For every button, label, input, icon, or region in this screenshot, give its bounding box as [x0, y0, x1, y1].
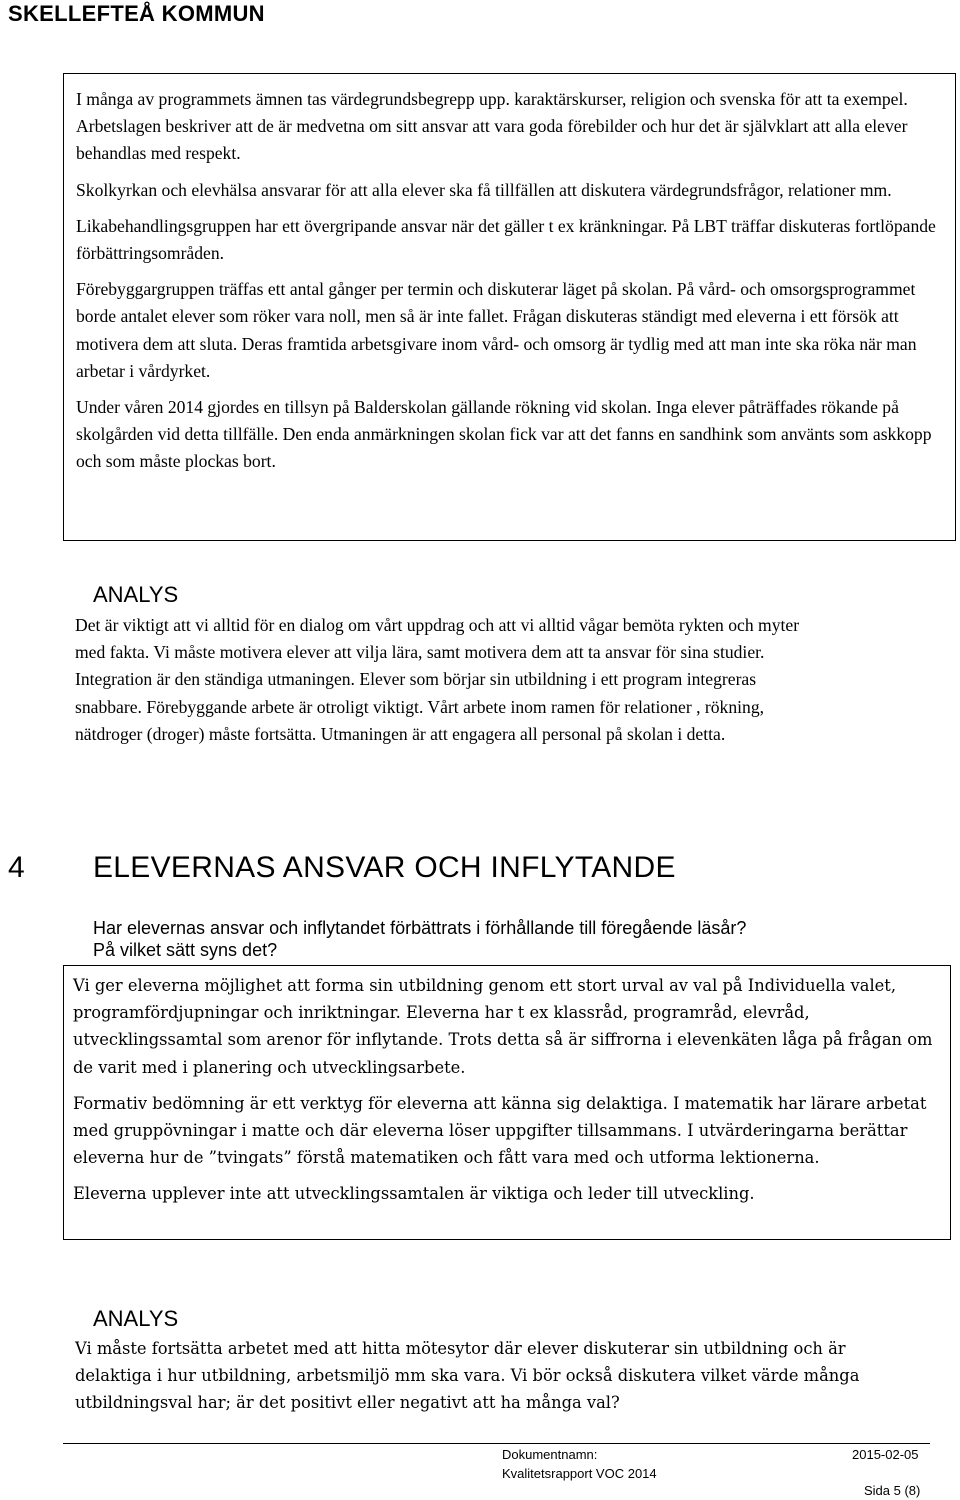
analys-line: Det är viktigt att vi alltid för en dialog om vårt uppdrag och att vi alltid vågar bemöta rykten och myter [75, 615, 800, 635]
analys-line: nätdroger (droger) måste fortsätta. Utmaningen är att engagera all personal på skolan i detta. [75, 723, 726, 744]
analys-line: snabbare. Förebyggande arbete är otroligt viktigt. Vårt arbete inom ramen för relationer , rökning, [75, 696, 765, 717]
paragraph: Likabehandlingsgruppen har ett övergripande ansvar när det gäller t ex kränkningar. På LBT träffar diskuteras fortlöpande förbättringsområden. [76, 215, 936, 264]
section-question-line: På vilket sätt syns det? [93, 940, 278, 960]
section-question [93, 917, 746, 961]
analys-body [75, 1335, 955, 1417]
footer-date: 2015-02-05 [852, 1447, 919, 1462]
text-box-values [63, 73, 956, 541]
analys-line: Integration är den ständiga utmaningen. Elever som börjar sin utbildning i ett program integreras [75, 669, 757, 690]
page-header-title: SKELLEFTEÅ KOMMUN [8, 1, 265, 26]
analys-body [75, 612, 955, 748]
paragraph: Eleverna upplever inte att utvecklingssamtalen är viktiga och leder till utveckling. [73, 1184, 755, 1204]
section-title: ELEVERNAS ANSVAR OCH INFLYTANDE [93, 851, 676, 884]
footer-doc-label: Dokumentnamn: [502, 1447, 598, 1462]
paragraph: Under våren 2014 gjordes en tillsyn på Balderskolan gällande rökning vid skolan. Inga elever påträffades rökande på skolgården vid detta tillfälle. Den enda anmärkningen skolan fick var att det fanns en sandhink som använts som askkopp och som måste plockas bort. [76, 397, 932, 472]
footer-doc-name: Kvalitetsrapport VOC 2014 [502, 1466, 657, 1481]
analys-line: med fakta. Vi måste motivera elever att vilja lära, samt motivera dem att ta ansvar för sina studier. [75, 642, 765, 663]
paragraph: Skolkyrkan och elevhälsa ansvarar för att alla elever ska få tillfällen att diskutera värdegrundsfrågor, relationer mm. [76, 179, 892, 200]
section-question-line: Har elevernas ansvar och inflytandet förbättrats i förhållande till föregående läsår? [93, 918, 747, 938]
text-box-influence-content [73, 972, 948, 1217]
paragraph: Vi ger eleverna möjlighet att forma sin utbildning genom ett stort urval av val på Individuella valet, programfördjupningar och inriktningar. Eleverna har t ex klassråd, programråd, elevråd, utvecklingssamtal som arenor för inflytande. Trots detta så är siffrorna i elevenkäten låga på frågan om de varit med i planering och utvecklingsarbete. [73, 976, 933, 1077]
footer-divider [63, 1443, 930, 1444]
analys-heading: ANALYS [93, 1306, 179, 1331]
paragraph: I många av programmets ämnen tas värdegrundsbegrepp upp. karaktärskurser, religion och svenska för att ta exempel. Arbetslagen beskriver att de är medvetna om sitt ansvar att vara goda förebilder och hur det är självklart att alla elever behandlas med respekt. [76, 89, 908, 164]
analys-line: utbildningsval har; är det positivt eller negativt att ha många val? [75, 1393, 620, 1413]
text-box-influence [63, 965, 951, 1240]
text-box-values-content [76, 86, 942, 485]
analys-line: Vi måste fortsätta arbetet med att hitta mötesytor där elever diskuterar sin utbildning och är [75, 1339, 846, 1358]
paragraph: Förebyggargruppen träffas ett antal gånger per termin och diskuterar läget på skolan. På vård- och omsorgsprogrammet borde antalet elever som röker vara noll, men så är inte fallet. Frågan diskuteras ständigt med eleverna i ett försök att motivera dem att sluta. Deras framtida arbetsgivare inom vård- och omsorg är tydlig med att man inte ska röka när man arbetar i vårdyrket. [76, 279, 917, 381]
section-number: 4 [8, 851, 25, 884]
analys-line: delaktiga i hur utbildning, arbetsmiljö mm ska vara. Vi bör också diskutera vilket värde många [75, 1366, 860, 1386]
footer-page-number: Sida 5 (8) [864, 1483, 921, 1498]
paragraph: Formativ bedömning är ett verktyg för eleverna att känna sig delaktiga. I matematik har lärare arbetat med gruppövningar i matte och där eleverna löser uppgifter tillsammans. I utvärderingarna berättar eleverna hur de ”tvingats” förstå matematiken och fått vara med och utforma lektionerna. [73, 1093, 927, 1168]
analys-heading: ANALYS [93, 582, 179, 607]
